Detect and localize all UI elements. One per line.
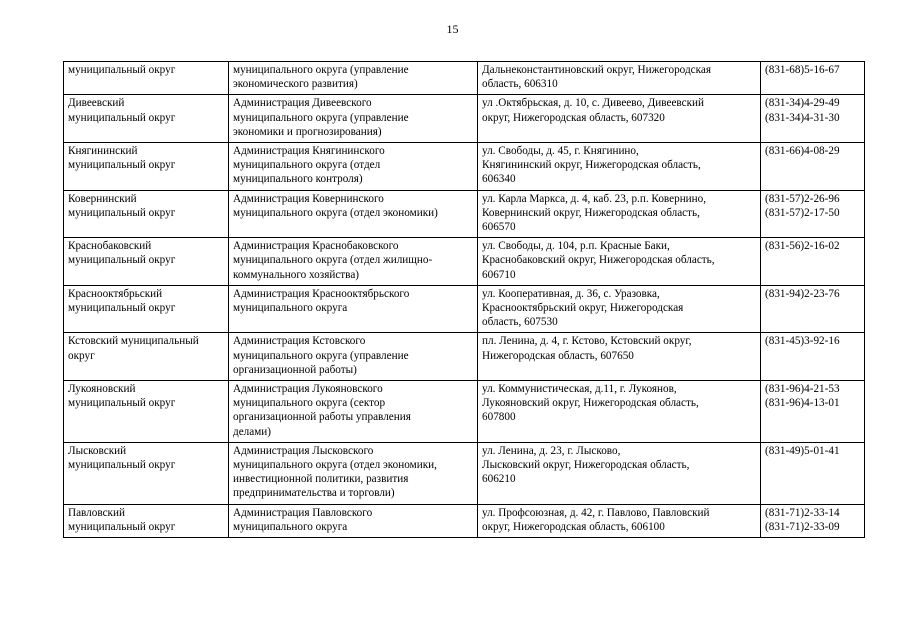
address-cell-line: ул. Кооперативная, д. 36, с. Уразовка,	[482, 287, 660, 300]
phone-cell	[761, 238, 865, 286]
district-cell-line: Краснооктябрьский	[68, 287, 163, 300]
address-cell-line: 606570	[482, 221, 516, 234]
phone-cell-line: (831-34)4-31-30	[765, 111, 840, 124]
phone-cell-line: (831-34)4-29-49	[765, 97, 840, 110]
organization-cell	[229, 285, 478, 333]
phone-cell-line: (831-66)4-08-29	[765, 145, 840, 158]
table-row	[64, 190, 865, 238]
organization-cell-line: муниципального округа (отдел жилищно-	[233, 254, 433, 267]
phone-cell	[761, 333, 865, 381]
address-cell-line: Ковернинский округ, Нижегородская область,	[482, 206, 700, 219]
address-cell-line: Лысковский округ, Нижегородская область,	[482, 459, 690, 472]
table-row	[64, 285, 865, 333]
organization-cell-line: Администрация Краснооктябрьского	[233, 287, 410, 300]
organization-cell-line: муниципального контроля)	[233, 173, 363, 186]
district-cell	[64, 190, 229, 238]
district-cell	[64, 238, 229, 286]
table-row	[64, 381, 865, 443]
address-cell-line: округ, Нижегородская область, 606100	[482, 520, 665, 533]
district-cell-line: муниципальный округ	[68, 64, 176, 76]
phone-cell-line: (831-68)5-16-67	[765, 64, 840, 76]
organization-cell-line: коммунального хозяйства)	[233, 268, 360, 281]
organization-cell-line: Администрация Дивеевского	[233, 97, 372, 110]
organization-cell-line: муниципального округа (сектор	[233, 397, 386, 410]
district-cell-line: муниципальный округ	[68, 254, 176, 267]
address-cell-line: 606210	[482, 473, 516, 486]
district-cell-line: Кстовский муниципальный	[68, 335, 199, 348]
organization-cell-line: Администрация Лысковского	[233, 444, 374, 457]
organization-cell-line: организационной работы управления	[233, 411, 411, 424]
table-row	[64, 442, 865, 504]
district-cell	[64, 333, 229, 381]
district-cell	[64, 442, 229, 504]
address-cell-line: ул. Профсоюзная, д. 42, г. Павлово, Павловский	[482, 506, 710, 519]
organization-cell	[229, 504, 478, 537]
phone-cell-line: (831-96)4-13-01	[765, 397, 840, 410]
organization-cell-line: предпринимательства и торговли)	[233, 487, 395, 500]
address-cell-line: 606710	[482, 268, 516, 281]
contacts-table	[63, 61, 865, 538]
address-cell-line: область, 606310	[482, 78, 558, 91]
phone-cell	[761, 95, 865, 143]
address-cell-line: пл. Ленина, д. 4, г. Кстово, Кстовский округ,	[482, 335, 692, 348]
district-cell-line: Дивеевский	[68, 97, 125, 110]
organization-cell	[229, 442, 478, 504]
table-row	[64, 143, 865, 191]
phone-cell-line: (831-71)2-33-09	[765, 520, 840, 533]
address-cell-line: 606340	[482, 173, 516, 186]
address-cell-line: Лукояновский округ, Нижегородская область,	[482, 397, 699, 410]
district-cell	[64, 143, 229, 191]
organization-cell-line: муниципального округа (управление	[233, 111, 409, 124]
district-cell-line: Краснобаковский	[68, 240, 152, 253]
address-cell-line: Краснобаковский округ, Нижегородская область,	[482, 254, 715, 267]
district-cell-line: муниципальный округ	[68, 459, 176, 472]
organization-cell-line: Администрация Княгининского	[233, 145, 385, 158]
address-cell-line: Краснооктябрьский округ, Нижегородская	[482, 302, 684, 315]
address-cell	[478, 62, 761, 95]
address-cell	[478, 143, 761, 191]
district-cell-line: Лукояновский	[68, 383, 136, 396]
organization-cell-line: делами)	[233, 425, 271, 438]
address-cell	[478, 285, 761, 333]
address-cell-line: область, 607530	[482, 316, 558, 329]
address-cell	[478, 333, 761, 381]
phone-cell-line: (831-57)2-17-50	[765, 206, 840, 219]
phone-cell	[761, 62, 865, 95]
district-cell-line: Павловский	[68, 506, 125, 519]
address-cell-line: ул. Ленина, д. 23, г. Лысково,	[482, 444, 621, 457]
address-cell	[478, 504, 761, 537]
address-cell-line: ул. Карла Маркса, д. 4, каб. 23, р.п. Ковернино,	[482, 192, 707, 205]
district-cell-line: муниципальный округ	[68, 397, 176, 410]
address-cell-line: Нижегородская область, 607650	[482, 349, 634, 362]
organization-cell	[229, 333, 478, 381]
address-cell	[478, 381, 761, 443]
address-cell-line: 607800	[482, 411, 516, 424]
organization-cell	[229, 95, 478, 143]
organization-cell-line: экономики и прогнозирования)	[233, 125, 382, 138]
district-cell-line: округ	[68, 349, 95, 362]
district-cell-line: Ковернинский	[68, 192, 137, 205]
district-cell-line: муниципальный округ	[68, 302, 176, 315]
organization-cell-line: муниципального округа (управление	[233, 64, 409, 76]
organization-cell-line: муниципального округа (отдел экономики,	[233, 459, 437, 472]
table-body	[64, 62, 865, 538]
page-number: 15	[446, 22, 459, 36]
phone-cell-line: (831-49)5-01-41	[765, 444, 840, 457]
address-cell-line: ул .Октябрьская, д. 10, с. Дивеево, Дивеевский	[482, 97, 705, 110]
organization-cell-line: Администрация Лукояновского	[233, 383, 383, 396]
organization-cell-line: муниципального округа	[233, 302, 348, 315]
organization-cell-line: муниципального округа (отдел экономики)	[233, 206, 438, 219]
phone-cell	[761, 381, 865, 443]
organization-cell-line: организационной работы)	[233, 363, 357, 376]
organization-cell	[229, 143, 478, 191]
phone-cell-line: (831-45)3-92-16	[765, 335, 840, 348]
address-cell-line: Дальнеконстантиновский округ, Нижегородская	[482, 64, 711, 76]
phone-cell	[761, 504, 865, 537]
phone-cell-line: (831-57)2-26-96	[765, 192, 840, 205]
district-cell-line: Княгининский	[68, 145, 138, 158]
phone-cell-line: (831-96)4-21-53	[765, 383, 840, 396]
phone-cell-line: (831-71)2-33-14	[765, 506, 840, 519]
address-cell-line: ул. Коммунистическая, д.11, г. Лукоянов,	[482, 383, 677, 396]
address-cell-line: Княгининский округ, Нижегородская область,	[482, 159, 701, 172]
address-cell-line: ул. Свободы, д. 104, р.п. Красные Баки,	[482, 240, 670, 253]
address-cell	[478, 238, 761, 286]
district-cell-line: Лысковский	[68, 444, 127, 457]
phone-cell	[761, 442, 865, 504]
phone-cell	[761, 285, 865, 333]
district-cell-line: муниципальный округ	[68, 159, 176, 172]
organization-cell-line: экономического развития)	[233, 78, 358, 91]
phone-cell	[761, 143, 865, 191]
address-cell	[478, 190, 761, 238]
organization-cell	[229, 381, 478, 443]
phone-cell-line: (831-94)2-23-76	[765, 287, 840, 300]
organization-cell-line: муниципального округа (отдел	[233, 159, 381, 172]
district-cell-line: муниципальный округ	[68, 111, 176, 124]
district-cell-line: муниципальный округ	[68, 206, 176, 219]
organization-cell-line: инвестиционной политики, развития	[233, 473, 409, 486]
organization-cell-line: Администрация Краснобаковского	[233, 240, 399, 253]
address-cell	[478, 95, 761, 143]
address-cell-line: округ, Нижегородская область, 607320	[482, 111, 665, 124]
organization-cell	[229, 62, 478, 95]
organization-cell-line: Администрация Павловского	[233, 506, 373, 519]
table-row	[64, 95, 865, 143]
organization-cell-line: Администрация Кстовского	[233, 335, 366, 348]
address-cell-line: ул. Свободы, д. 45, г. Княгинино,	[482, 145, 639, 158]
district-cell	[64, 285, 229, 333]
table-row	[64, 504, 865, 537]
organization-cell	[229, 190, 478, 238]
address-cell	[478, 442, 761, 504]
organization-cell-line: муниципального округа (управление	[233, 349, 409, 362]
district-cell	[64, 381, 229, 443]
organization-cell-line: Администрация Ковернинского	[233, 192, 384, 205]
phone-cell	[761, 190, 865, 238]
organization-cell-line: муниципального округа	[233, 520, 348, 533]
table-row	[64, 333, 865, 381]
district-cell	[64, 95, 229, 143]
table-row	[64, 238, 865, 286]
district-cell	[64, 504, 229, 537]
district-cell-line: муниципальный округ	[68, 520, 176, 533]
organization-cell	[229, 238, 478, 286]
district-cell	[64, 62, 229, 95]
table-row	[64, 62, 865, 95]
phone-cell-line: (831-56)2-16-02	[765, 240, 840, 253]
